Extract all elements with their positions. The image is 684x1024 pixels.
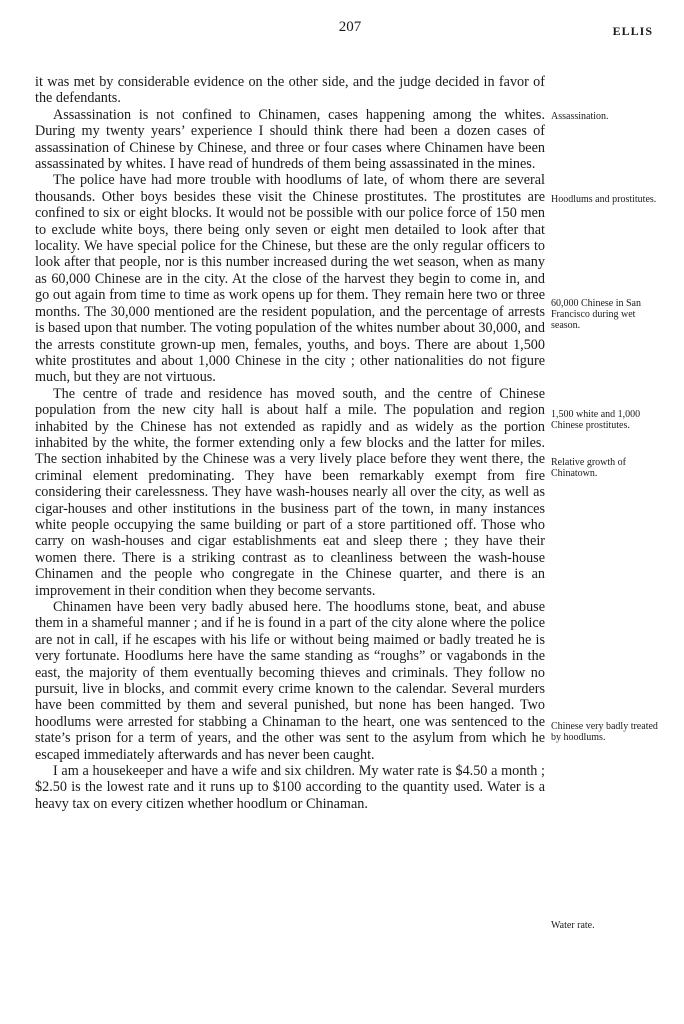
running-head: ELLIS [612,24,653,38]
margin-note-chinatown: Relative growth of Chinatown. [551,457,626,479]
page-number: 207 [338,19,362,35]
paragraph-5: Chinamen have been very badly abused here. The hoodlums stone, beat, and abuse them in a shameful manner ; and if he is found in a part of the city alone where the police are not in call, if he escapes with his life or without being maimed or badly treated he is very fortunate. Hoodlums here have the same standing as “roughs” or vagabonds in the east, the majority of them eventually becoming thieves and criminals. They follow no pursuit, live in blocks, and commit every crime known to the calendar. Several murders have been committed by them and several punished, but none has been hanged. Two hoodlums were arrested for stabbing a Chinaman to the heart, one was sentenced to the state’s prison for a term of years, and the other was sent to the asylum from which he escaped immediately afterwards and has never been caught. [35,599,545,763]
paragraph-4: The centre of trade and residence has moved south, and the centre of Chinese population from the new city hall is about half a mile. The population and region inhabited by the Chinese has not extended as rapidly and as widely as the portion inhabited by the white, the former extending only a few blocks and the latter for miles. The section inhabited by the Chinese was a very lively place before they went there, the criminal element predominating. They have been remarkably exempt from fire considering their carelessness. They have wash-houses nearly all over the city, as well as cigar-houses and other institutions in the business part of the town, in many instances white people occupying the same building or part of a store partitioned off. Those who carry on wash-houses and cigar establishments eat and sleep there ; they have their women there. There is a striking contrast as to cleanliness between the wash-house Chinamen and the people who congregate in the Chinese quarter, and there is an improvement in their condition when they become servants. [35,385,545,599]
margin-note-abuse: Chinese very badly treated by hoodlums. [551,721,658,743]
paragraph-6: I am a housekeeper and have a wife and six children. My water rate is $4.50 a month ; $2.50 is the lowest rate and it runs up to $100 according to the quantity used. Water is a heavy tax on every citizen whether hoodlum or Chinaman. [35,763,545,812]
paragraph-3: The police have had more trouble with hoodlums of late, of whom there are several thousands. Other boys besides these visit the Chinese prostitutes. The prostitutes are confined to six or eight blocks. It would not be possible with our police force of 150 men to exclude white boys, there being only seven or eight men detailed to look after that locality. We have special police for the Chinese, but these are the only regular officers to look after that people, nor is this number increased during the wet season, when as many as 60,000 Chinese are in the city. At the close of the harvest they begin to come in, and go out again from time to time as work opens up for them. They remain here two or three months. The 30,000 mentioned are the resident population, and the percentage of arrests is based upon that number. The voting population of the whites number about 30,000, and the arrests constitute grown-up men, females, youths, and boys. There are about 1,500 white prostitutes and about 1,000 Chinese in the city ; other nationalities do not figure much, but they are not virtuous. [35,172,546,386]
margin-note-wet-season: 60,000 Chinese in San Francisco during wet season. [551,298,641,331]
paragraph-1: it was met by considerable evidence on the other side, and the judge decided in favor of the defendants. [35,74,545,107]
body-text [35,74,545,812]
margin-note-prostitutes: 1,500 white and 1,000 Chinese prostitutes. [551,409,641,431]
paragraph-2: Assassination is not confined to Chinamen, cases happening among the whites. During my twenty years’ experience I should think there had been a dozen cases of assassination of Chinese by Chinese, and three or four cases where Chinamen have been assassinated by whites. I have read of hundreds of them being assassinated in the mines. [35,106,545,173]
margin-note-water-rate: Water rate. [551,920,595,931]
margin-note-hoodlums: Hoodlums and prostitutes. [551,194,657,205]
margin-note-assassination: Assassination. [551,111,609,122]
